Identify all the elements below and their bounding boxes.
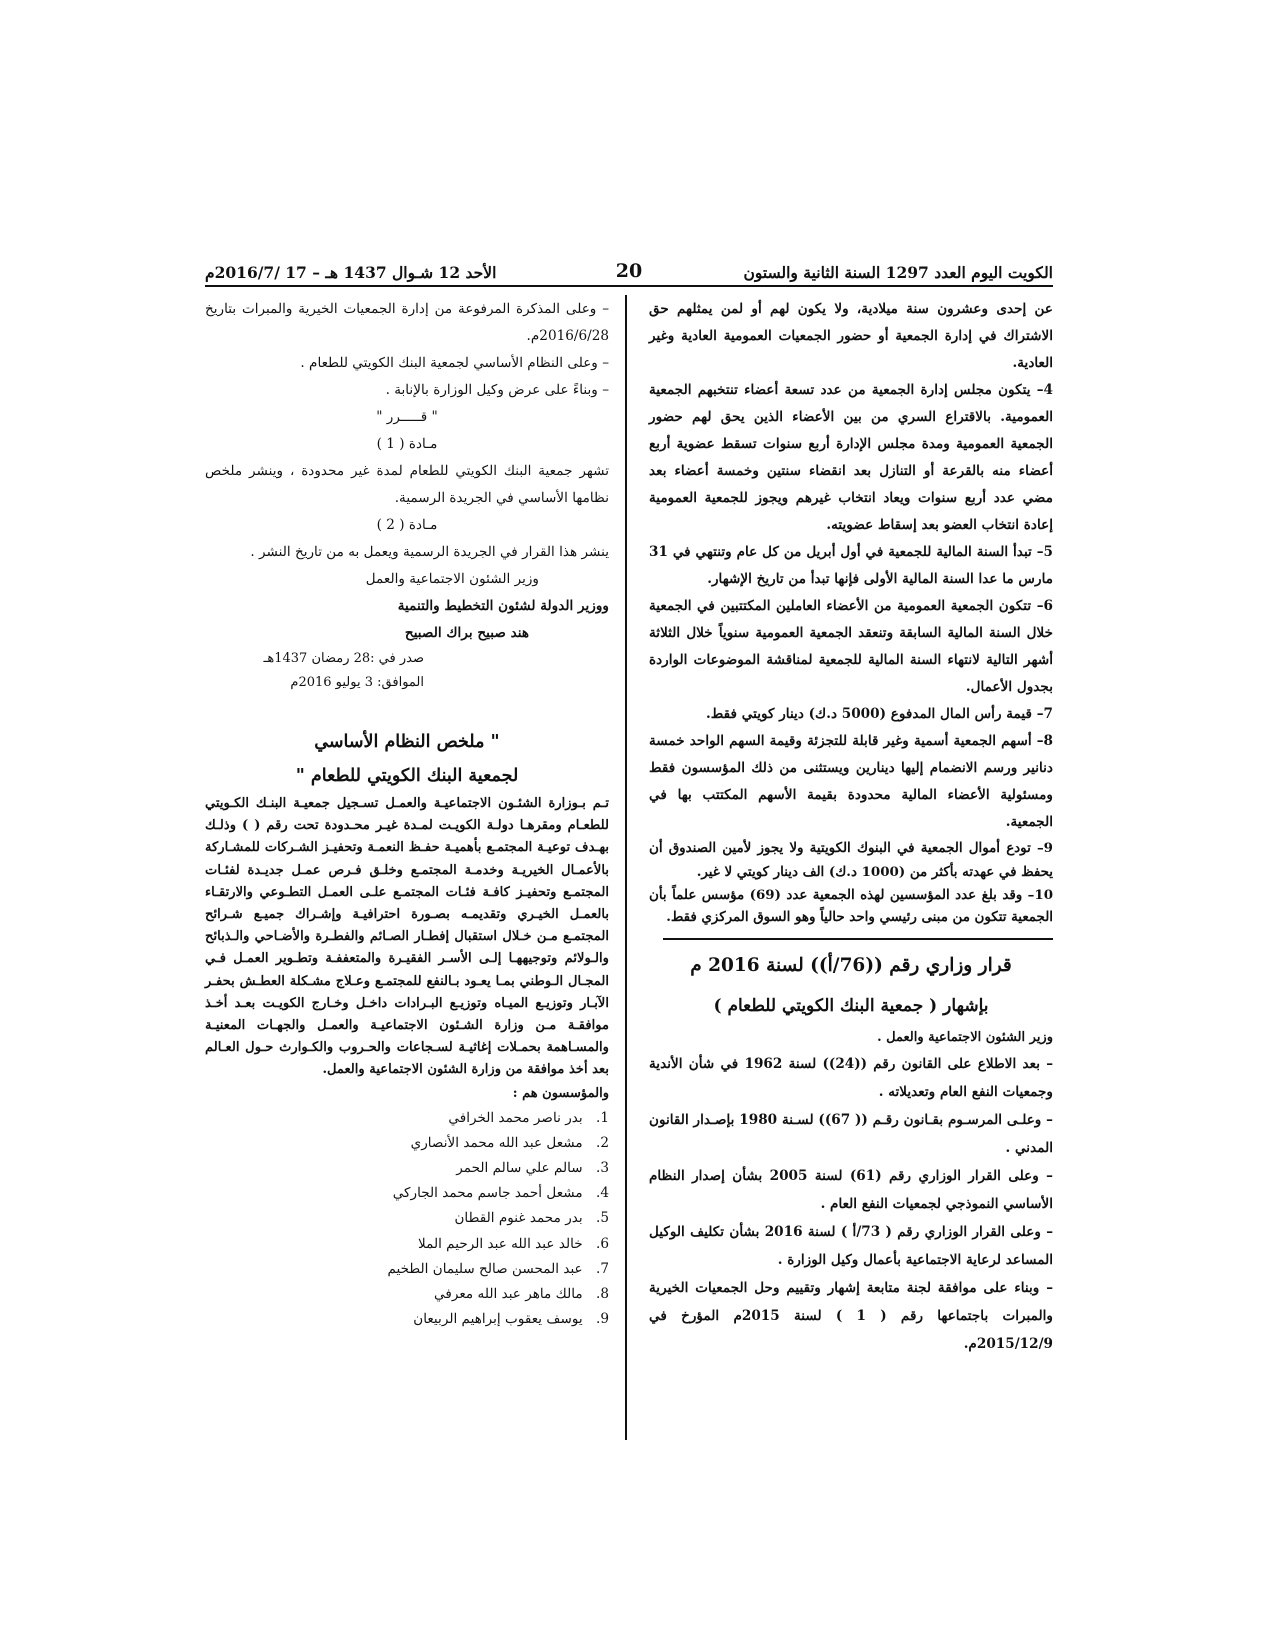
founders-list — [205, 1106, 609, 1333]
decree-title: قرار وزاري رقم ((76/أ)) لسنة 2016 م — [690, 955, 1012, 976]
decree-recital-5: – وبناء على موافقة لجنة متابعة إشهار وتقييم وحل الجمعيات الخيرية والمبرات باجتماعها رقم ( 1 ) لسنة 2015م المؤرخ في 2015/12/9م. — [649, 1280, 1053, 1352]
list-item: 1. بدر ناصر محمد الخرافي — [448, 1109, 609, 1126]
decided-heading: " قـــــرر " — [376, 409, 438, 425]
gazette-page — [205, 252, 1053, 1452]
summary-title: " ملخص النظام الأساسي — [314, 732, 500, 752]
decree-minister: وزير الشئون الاجتماعية والعمل . — [877, 1030, 1053, 1045]
summary-subtitle: لجمعية البنك الكويتي للطعام " — [295, 766, 519, 786]
right-column — [649, 296, 1053, 1358]
left-column — [205, 296, 609, 1332]
list-item: 9. يوسف يعقوب إبراهيم الربيعان — [413, 1311, 609, 1328]
page-header — [205, 252, 1053, 282]
article-2-title: مـادة ( 2 ) — [376, 517, 438, 533]
header-page-number: 20 — [615, 260, 643, 282]
signatory-title-2: ووزير الدولة لشئون التخطيط والتنمية — [397, 598, 609, 614]
decree-recital-3: – وعلى القرار الوزاري رقم (61) لسنة 2005 بشأن إصدار النظام الأساسي النموذجي لجمعيات النفع العام . — [649, 1168, 1053, 1212]
article-8: 8– أسهم الجمعية أسمية وغير قابلة للتجزئة وقيمة السهم الواحد خمسة دنانير ورسم الانضمام إليها دينارين ويستثنى من ذلك المؤسسون فقط ومسئولية الأعضاء المالية محدودة بقيمة الأسهم المكتتب بها في الجمعية. — [649, 733, 1053, 830]
corresponding-date: الموافق: 3 يوليو 2016م — [290, 675, 424, 690]
article-2-text: ينشر هذا القرار في الجريدة الرسمية ويعمل به من تاريخ النشر . — [250, 544, 609, 560]
founders-intro: والمؤسسون هم : — [512, 1085, 609, 1101]
decree-recital-2: – وعلـى المرسـوم بقـانون رقـم (( 67)) لسـنة 1980 بإصـدار القانون المدني . — [649, 1112, 1053, 1156]
article-1-title: مـادة ( 1 ) — [376, 436, 438, 452]
list-item: 3. سالم علي سالم الحمر — [456, 1160, 609, 1177]
signatory-title-1: وزير الشئون الاجتماعية والعمل — [365, 571, 539, 587]
signatory-name: هند صبيح براك الصبيح — [404, 625, 529, 641]
article-9: 9– تودع أموال الجمعية في البنوك الكويتية ولا يجوز لأمين الصندوق أن يحفظ في عهدته بأكثر من (1000 د.ك) الف دينار كويتي لا غير. — [649, 840, 1053, 880]
decree-recital-4: – وعلى القرار الوزاري رقم ( 73/أ ) لسنة 2016 بشأن تكليف الوكيل المساعد لرعاية الاجتماعية بأعمال وكيل الوزارة . — [649, 1224, 1053, 1268]
header-issue: الكويت اليوم العدد 1297 السنة الثانية والستون — [743, 263, 1053, 282]
list-item: 7. عبد المحسن صالح سليمان الطخيم — [387, 1260, 609, 1277]
statute-recital: – وعلى النظام الأساسي لجمعية البنك الكويتي للطعام . — [300, 355, 609, 371]
article-5: 5– تبدأ السنة المالية للجمعية في أول أبريل من كل عام وتنتهي في 31 مارس ما عدا السنة المالية الأولى فإنها تبدأ من تاريخ الإشهار. — [649, 544, 1053, 587]
list-item: 4. مشعل أحمد جاسم محمد الجاركي — [392, 1185, 609, 1202]
list-item: 8. مالك ماهر عبد الله معرفي — [434, 1286, 609, 1303]
summary-body: تـم بـوزارة الشئـون الاجتماعيـة والعمـل تسـجيل جمعيـة البنـك الكـويتي للطعـام ومقرهـا دولـة الكويـت لمـدة غيـر محـدودة تحت رقم ( ) وذلـك بهـدف توعيـة المجتمـع بأهميـة حفـظ النعمـة وتحفيـز الشـركات للمشـاركة بالأعمـال الخيريـة وخدمـة المجتمـع وخلـق فـرص عمـل جديـدة لفئـات المجتمـع وتحفيـز كافـة فئـات المجتمـع علـى العمـل التطـوعي والارتقـاء بالعمـل الخيـري وتقديمـه بصـورة احترافيـة وإشـراك جميـع شـرائح المجتمـع مـن خـلال استقبال إفطـار الصـائم والفطـرة والأضـاحي والـذبائح والـولائم وتوجيههـا إلـى الأسـر الفقيـرة والمتعففـة وتطـوير العمـل فـي المجـال الـوطني بمـا يعـود بـالنفع للمجتمـع وعـلاج مشـكلة العطـش بحفـر الآبـار وتوزيـع الميـاه وتوزيـع البـرادات داخـل وخـارج الكويـت بعـد أخـذ موافقـة مـن وزارة الشـئون الاجتماعيـة والعمـل والجهـات المعنيـة والمسـاهمة بحمـلات إغاثيـة لسـجاعات والحـروب والكـوارث حـول العـالم بعد أخذ موافقة من وزارة الشئون الاجتماعية والعمل. — [205, 796, 609, 1078]
issue-date: صدر في :28 رمضان 1437هـ — [263, 651, 424, 666]
proposal-recital: – وبناءً على عرض وكيل الوزارة بالإنابة . — [385, 382, 609, 398]
memo-recital: – وعلى المذكرة المرفوعة من إدارة الجمعيات الخيرية والمبرات بتاريخ 2016/6/28م. — [205, 301, 609, 344]
list-item: 6. خالد عبد الله عبد الرحيم الملا — [417, 1235, 609, 1252]
article-continuation: عن إحدى وعشرون سنة ميلادية، ولا يكون لهم أو لمن يمثلهم حق الاشتراك في إدارة الجمعية أو حضور الجمعيات العمومية العادية وغير العادية. — [649, 301, 1053, 371]
article-7: 7– قيمة رأس المال المدفوع (5000 د.ك) دينار كويتي فقط. — [706, 706, 1053, 722]
section-separator — [663, 938, 1053, 940]
list-item: 5. بدر محمد غنوم القطان — [454, 1210, 609, 1227]
header-rule — [205, 285, 1053, 287]
column-divider — [625, 295, 627, 1440]
article-6: 6– تتكون الجمعية العمومية من الأعضاء العاملين المكتتبين في الجمعية خلال السنة المالية السابقة وتنعقد الجمعية العمومية سنوياً خلال الثلاثة أشهر التالية لانتهاء السنة المالية للجمعية لمناقشة الموضوعات الواردة بجدول الأعمال. — [649, 598, 1053, 695]
article-4: 4– يتكون مجلس إدارة الجمعية من عدد تسعة أعضاء تنتخبهم الجمعية العمومية. بالاقتراع السري من بين الأعضاء الذين يحق لهم حضور الجمعية العمومية ومدة مجلس الإدارة أربع سنوات تسقط عضوية أربع أعضاء منه بالقرعة أو التنازل بعد انقضاء سنتين وخمسة أعضاء بعد مضي عدد أربع سنوات ويعاد انتخاب غيرهم ويجوز للجمعية العمومية إعادة انتخاب العضو بعد إسقاط عضويته. — [649, 382, 1053, 533]
list-item: 2. مشعل عبد الله محمد الأنصاري — [410, 1134, 609, 1151]
article-10: 10– وقد بلغ عدد المؤسسين لهذه الجمعية عدد (69) مؤسس علماً بأن الجمعية تتكون من مبنى رئيسي واحد حالياً وهو السوق المركزي فقط. — [649, 887, 1054, 925]
decree-subtitle: بإشهار ( جمعية البنك الكويتي للطعام ) — [713, 996, 989, 1016]
article-1-text: تشهر جمعية البنك الكويتي للطعام لمدة غير محدودة ، وينشر ملخص نظامها الأساسي في الجريدة الرسمية. — [205, 463, 609, 506]
header-date: الأحد 12 شـوال 1437 هـ – 17 /2016/7م — [205, 263, 497, 282]
decree-recital-1: – بعد الاطلاع على القانون رقم ((24)) لسنة 1962 في شأن الأندية وجمعيات النفع العام وتعديلاته . — [649, 1056, 1053, 1100]
